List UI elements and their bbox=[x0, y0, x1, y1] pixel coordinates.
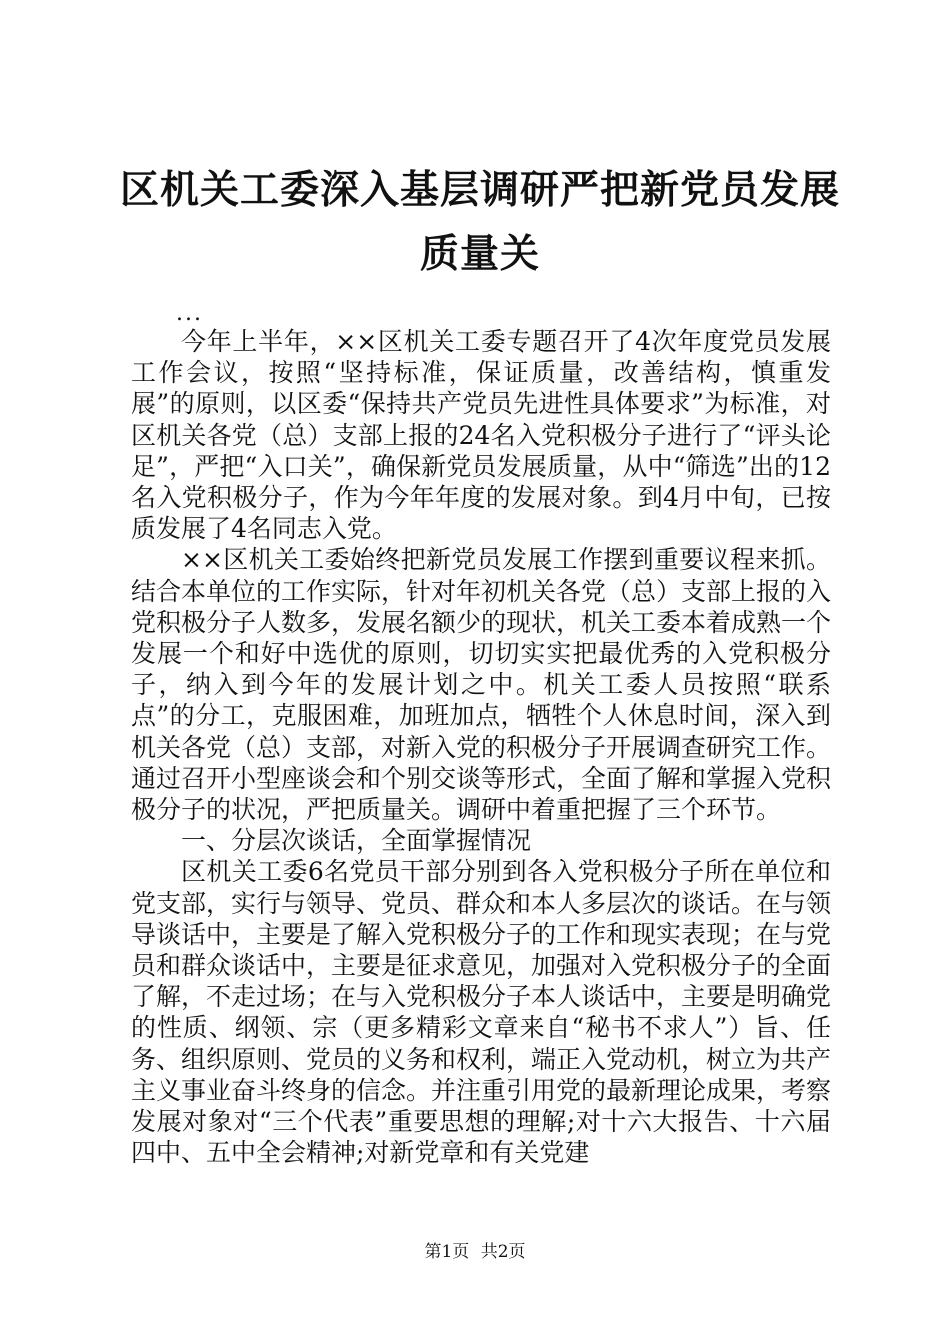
section-heading-1: 一、分层次谈话，全面掌握情况 bbox=[181, 826, 532, 856]
page-number: 第1页 bbox=[424, 1242, 470, 1262]
page-footer bbox=[0, 1240, 950, 1264]
ellipsis-mark: ... bbox=[176, 301, 203, 326]
paragraph-3: 区机关工委6名党员干部分别到各入党积极分子所在单位和党支部，实行与领导、党员、群众和本人多层次的谈话。在与领导谈话中，主要是了解入党积极分子的工作和现实表现；在与党员和群众谈话中，主要是征求意见，加强对入党积极分子的全面了解，不走过场；在与入党积极分子本人谈话中，主要是明确党的性质、纲领、宗（更多精彩文章来自“秘书不求人”）旨、任务、组织原则、党员的义务和权利，端正入党动机，树立为共产主义事业奋斗终身的信念。并注重引用党的最新理论成果，考察发展对象对“三个代表”重要思想的理解;对十六大报告、十六届四中、五中全会精神;对新党章和有关党建 bbox=[131, 857, 832, 1168]
document-title: 区机关工委深入基层调研严把新党员发展质量关 bbox=[119, 167, 840, 277]
page-total: 共2页 bbox=[480, 1242, 526, 1262]
paragraph-2: ××区机关工委始终把新党员发展工作摆到重要议程来抓。结合本单位的工作实际，针对年初机关各党（总）支部上报的入党积极分子人数多，发展名额少的现状，机关工委本着成熟一个发展一个和好中选优的原则，切切实实把最优秀的入党积极分子，纳入到今年的发展计划之中。机关工委人员按照“联系点”的分工，克服困难，加班加点，牺牲个人休息时间，深入到机关各党（总）支部，对新入党的积极分子开展调查研究工作。通过召开小型座谈会和个别交谈等形式，全面了解和掌握入党积极分子的状况，严把质量关。调研中着重把握了三个环节。 bbox=[131, 545, 832, 825]
paragraph-1: 今年上半年，××区机关工委专题召开了4次年度党员发展工作会议，按照“坚持标准，保证质量，改善结构，慎重发展”的原则，以区委“保持共产党员先进性具体要求”为标准，对区机关各党（总）支部上报的24名入党积极分子进行了“评头论足”，严把“入口关”，确保新党员发展质量，从中“筛选”出的12名入党积极分子，作为今年年度的发展对象。到4月中旬，已按质发展了4名同志入党。 bbox=[131, 327, 831, 544]
document-body bbox=[131, 326, 831, 1168]
